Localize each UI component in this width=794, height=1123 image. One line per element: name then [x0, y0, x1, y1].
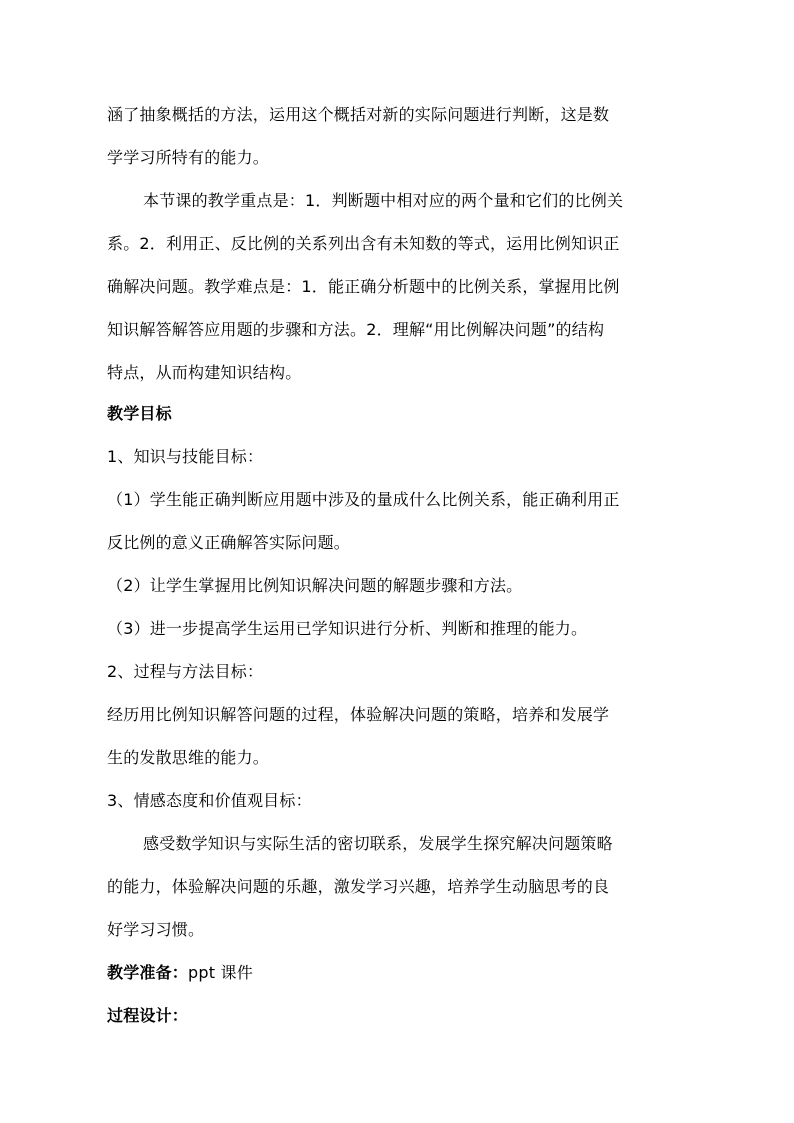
- goal-title-process: 2、过程与方法目标：: [107, 662, 264, 681]
- paragraph-line: 系。2．利用正、反比例的关系列出含有未知数的等式，运用比例知识正: [107, 234, 620, 253]
- goal-title-attitude: 3、情感态度和价值观目标：: [107, 791, 312, 810]
- section-heading-process: 过程设计：: [107, 1006, 189, 1025]
- teaching-prep-value: ppt 课件: [188, 963, 253, 982]
- teaching-prep-label: 教学准备：: [107, 963, 189, 982]
- goal-line: 经历用比例知识解答问题的过程，体验解决问题的策略，培养和发展学: [107, 705, 610, 724]
- paragraph-line: 学学习所特有的能力。: [107, 148, 270, 167]
- goal-line: 的能力，体验解决问题的乐趣，激发学习兴趣，培养学生动脑思考的良: [107, 877, 610, 896]
- goal-line: 好学习习惯。: [107, 920, 205, 939]
- goal-line: 感受数学知识与实际生活的密切联系，发展学生探究解决问题策略: [143, 834, 613, 853]
- paragraph-line: 知识解答解答应用题的步骤和方法。2．理解“用比例解决问题”的结构: [107, 320, 605, 339]
- goal-line: 生的发散思维的能力。: [107, 748, 270, 767]
- section-heading-goals: 教学目标: [107, 404, 172, 423]
- goal-line: 反比例的意义正确解答实际问题。: [107, 533, 351, 552]
- goal-title-knowledge: 1、知识与技能目标：: [107, 447, 264, 466]
- paragraph-line: 特点，从而构建知识结构。: [107, 363, 302, 382]
- teaching-prep: [107, 963, 697, 983]
- paragraph-line: 本节课的教学重点是：1．判断题中相对应的两个量和它们的比例关: [143, 191, 624, 210]
- paragraph-line: 涵了抽象概括的方法，运用这个概括对新的实际问题进行判断，这是数: [107, 105, 610, 124]
- goal-line: （3）进一步提高学生运用已学知识进行分析、判断和推理的能力。: [107, 619, 588, 638]
- goal-line: （1）学生能正确判断应用题中涉及的量成什么比例关系，能正确利用正: [107, 490, 620, 509]
- goal-line: （2）让学生掌握用比例知识解决问题的解题步骤和方法。: [107, 576, 523, 595]
- paragraph-line: 确解决问题。教学难点是：1．能正确分析题中的比例关系，掌握用比例: [107, 277, 620, 296]
